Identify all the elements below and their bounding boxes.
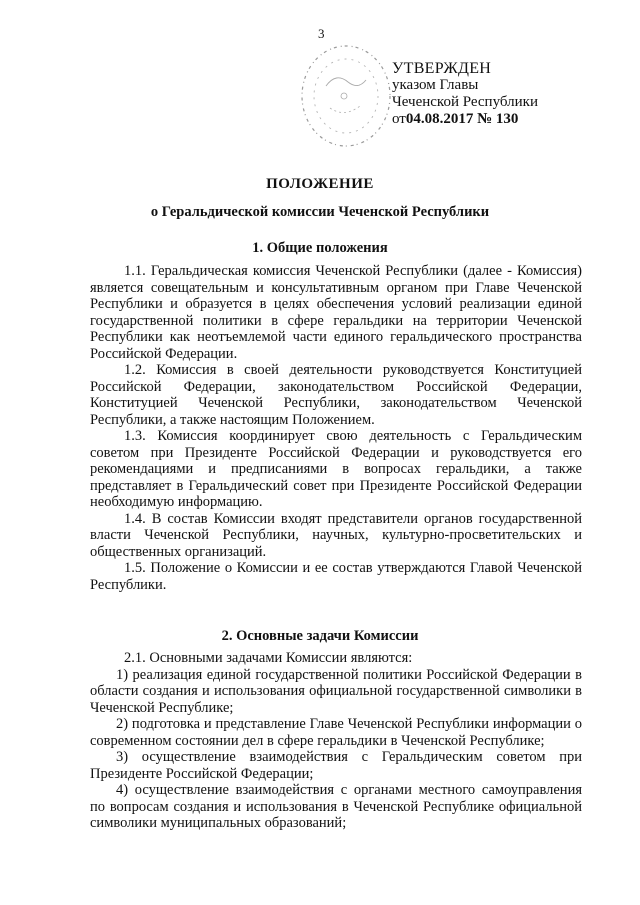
paragraph-1-3: 1.3. Комиссия координирует свою деятельность с Геральдическим советом при Президенте Российской Федерации и руководствуется его рекомендациями и предписаниями в вопросах геральдики, а также представляет в Геральдический совет при Президенте Российской Федерации необходимую информацию. (90, 428, 582, 510)
section-1-body (90, 263, 582, 593)
paragraph-1-1: 1.1. Геральдическая комиссия Чеченской Республики (далее - Комиссия) является совещательным и консультативным органом при Главе Чеченской Республики и образуется в целях обеспечения условий реализации единой государственной политики в сфере геральдики на территории Чеченской Республики как неотъемлемой части единого геральдического пространства Российской Федерации. (90, 263, 582, 362)
document-subtitle: о Геральдической комиссии Чеченской Республики (150, 204, 490, 220)
paragraph-2-1: 2.1. Основными задачами Комиссии являются: (124, 650, 413, 666)
page-number: 3 (318, 26, 325, 41)
approval-date-prefix: от (392, 111, 406, 127)
list-item: 4) осуществление взаимодействия с органами местного самоуправления по вопросам создания и использования в Чеченской Республике официальной символики муниципальных образований; (90, 782, 582, 831)
approval-date: 04.08.2017 (405, 111, 474, 127)
section-2-body (90, 650, 582, 832)
list-item: 2) подготовка и представление Главе Чеченской Республики информации о современном состоянии дел в сфере геральдики в Чеченской Республике; (90, 716, 582, 749)
section-1-heading: 1. Общие положения (252, 240, 388, 256)
approval-block (392, 60, 538, 128)
approval-date-line (392, 111, 538, 128)
paragraph-1-2: 1.2. Комиссия в своей деятельности руководствуется Конституцией Российской Федерации, законодательством Российской Федерации, Конституцией Чеченской Республики, законодательством Чеченской Республики, а также настоящим Положением. (90, 362, 582, 428)
approval-heading: УТВЕРЖДЕН (392, 60, 492, 77)
list-item: 3) осуществление взаимодействия с Геральдическим советом при Президенте Российской Федерации; (90, 749, 582, 782)
approval-republic: Чеченской Республики (392, 94, 538, 110)
approval-number: № 130 (477, 111, 519, 127)
document-title: ПОЛОЖЕНИЕ (266, 176, 374, 192)
section-2-heading: 2. Основные задачи Комиссии (221, 628, 419, 644)
paragraph-1-5: 1.5. Положение о Комиссии и ее состав утверждаются Главой Чеченской Республики. (90, 560, 582, 593)
approval-issuer: указом Главы (392, 77, 479, 93)
paragraph-1-4: 1.4. В состав Комиссии входят представители органов государственной власти Чеченской Республики, научных, культурно-просветительских и общественных организаций. (90, 510, 582, 560)
list-item: 1) реализация единой государственной политики Российской Федерации в области создания и использования официальной государственной символики в Чеченской Республике; (90, 666, 582, 716)
official-seal-stamp (296, 36, 394, 154)
